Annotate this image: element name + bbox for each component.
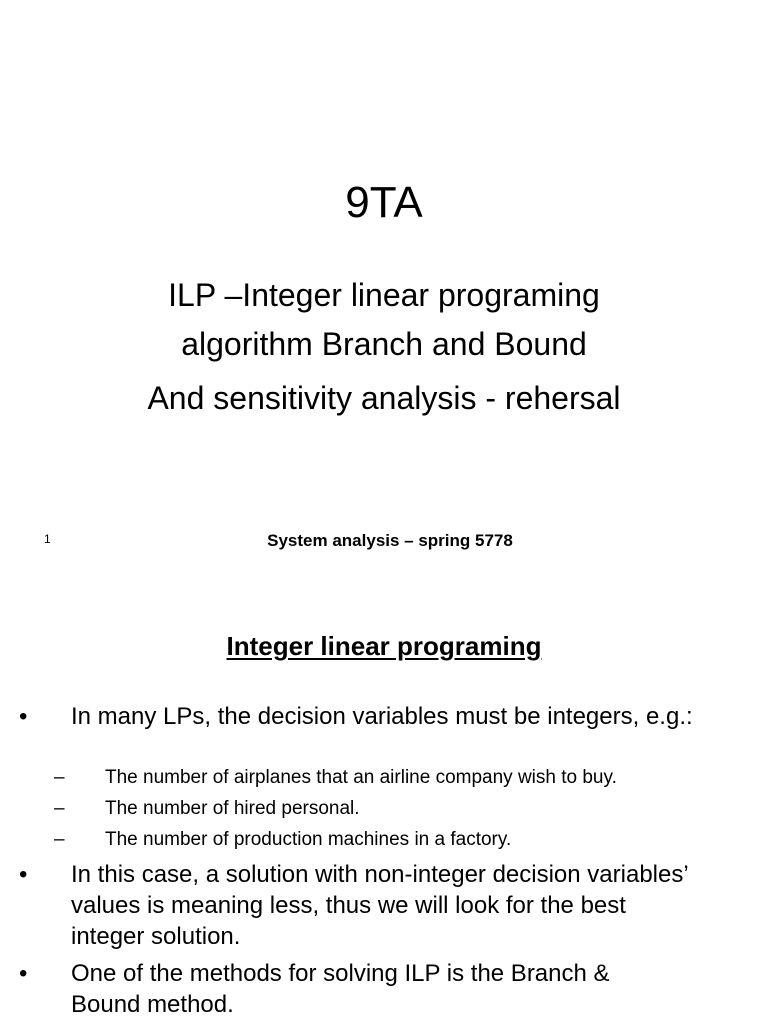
bullet-item-1: In many LPs, the decision variables must be integers, e.g.: [71,703,693,730]
dash-marker: – [54,798,65,819]
dash-marker: – [54,829,65,850]
slide-subtitle-line-1: ILP –Integer linear programing [168,277,600,313]
slide-footer: System analysis – spring 5778 [267,531,513,550]
dash-marker: – [54,767,65,788]
page-number: 1 [44,532,51,546]
slide-subtitle-line-2: algorithm Branch and Bound [181,326,587,362]
slide-title: 9TA [345,178,423,227]
bullet-marker: • [19,960,28,987]
bullet-marker: • [19,861,28,888]
bullet-item-2: In this case, a solution with non-integer decision variables’ values is meaning less, thus we will look for the best integer solution. [71,861,688,950]
bullet-marker: • [19,703,28,730]
slide-subtitle-line-3: And sensitivity analysis - rehersal [147,380,621,416]
section-heading: Integer linear programing [226,631,542,661]
bullet-item-3: One of the methods for solving ILP is the Branch & Bound method. [71,960,610,1018]
sub-item-1: The number of airplanes that an airline company wish to buy. [105,767,617,788]
sub-item-2: The number of hired personal. [105,798,360,819]
sub-item-3: The number of production machines in a factory. [105,829,512,850]
